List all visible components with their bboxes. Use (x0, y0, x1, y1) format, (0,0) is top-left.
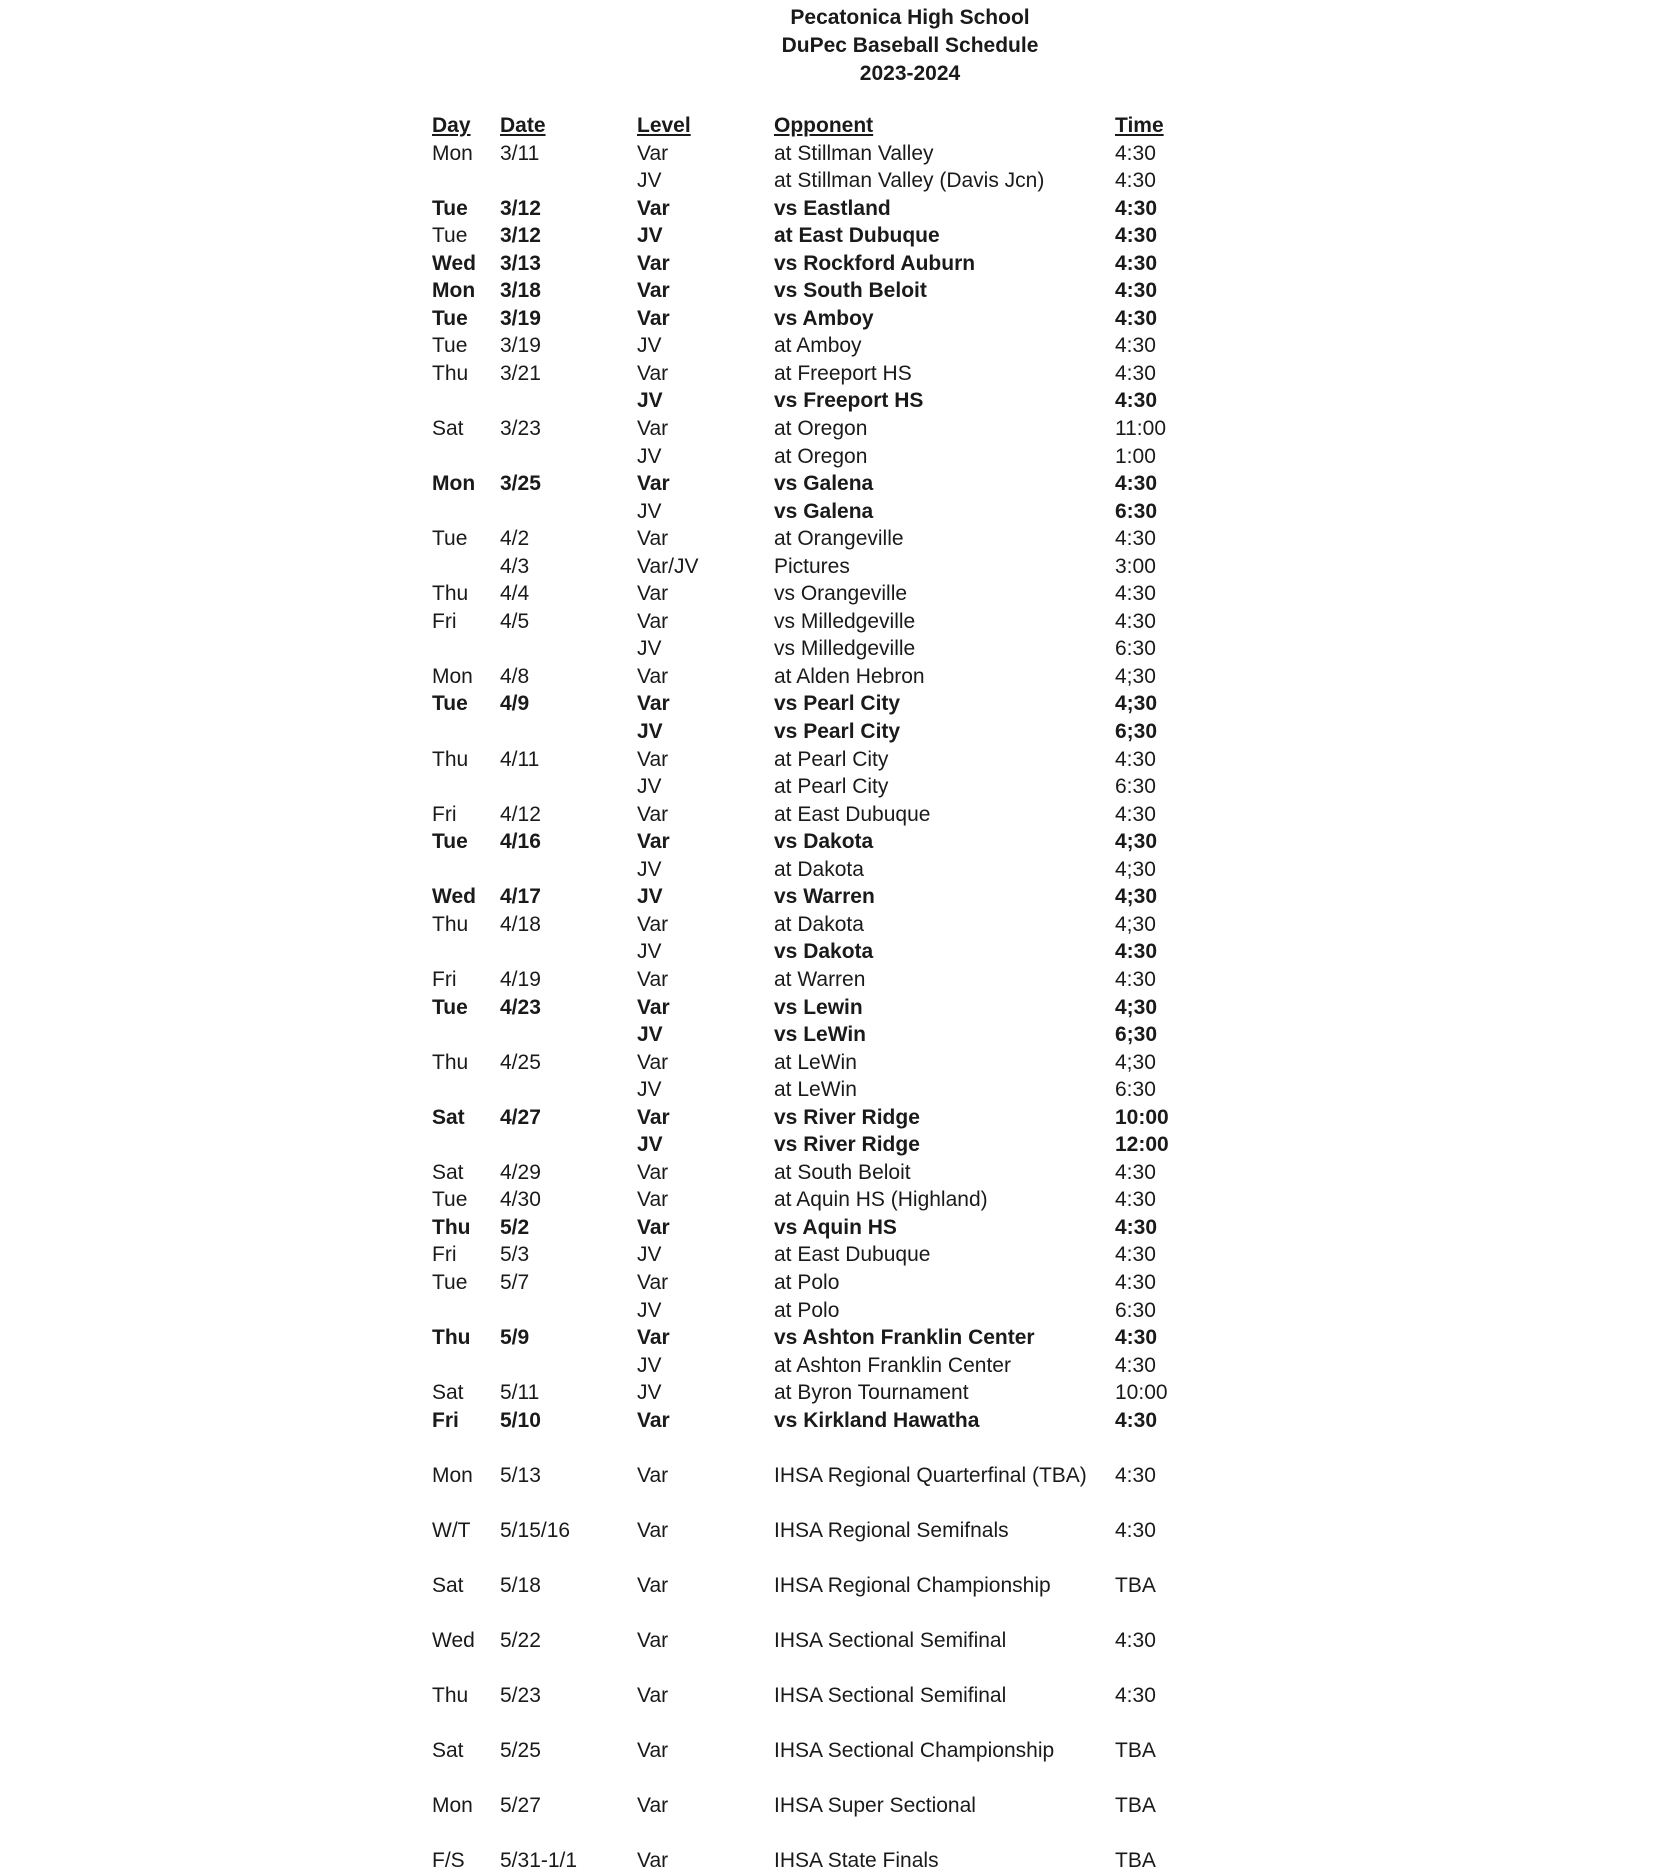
cell-level: Var (637, 1849, 669, 1873)
cell-time: 1:00 (1115, 444, 1156, 468)
cell-level: Var (637, 802, 669, 826)
cell-level: JV (637, 334, 662, 358)
cell-date: 3/19 (500, 306, 541, 330)
cell-opponent: vs Galena (774, 472, 874, 496)
cell-day: Sat (432, 1739, 464, 1763)
header-day: Day (432, 114, 471, 137)
cell-time: 6:30 (1115, 499, 1158, 523)
cell-time: TBA (1115, 1849, 1156, 1873)
cell-opponent: at Amboy (774, 334, 862, 358)
cell-time: 4:30 (1115, 1408, 1158, 1432)
cell-time: TBA (1115, 1794, 1156, 1818)
cell-opponent: at Ashton Franklin Center (774, 1353, 1011, 1377)
cell-date: 4/16 (500, 830, 541, 854)
cell-time: 4:30 (1115, 967, 1156, 991)
header-level: Level (637, 114, 691, 137)
cell-opponent: vs Galena (774, 499, 874, 523)
cell-level: Var (637, 609, 669, 633)
cell-day: Wed (432, 885, 476, 909)
cell-day: Thu (432, 747, 469, 771)
cell-time: 4:30 (1115, 361, 1156, 385)
cell-date: 4/18 (500, 912, 541, 936)
cell-date: 4/12 (500, 802, 541, 826)
cell-day: Mon (432, 664, 473, 688)
cell-date: 4/2 (500, 527, 530, 551)
cell-time: 4:30 (1115, 747, 1156, 771)
cell-level: Var (637, 967, 669, 991)
cell-level: Var (637, 912, 669, 936)
cell-time: 6:30 (1115, 637, 1156, 661)
cell-time: 10:00 (1115, 1381, 1168, 1405)
cell-day: Tue (432, 306, 468, 330)
cell-opponent: vs South Beloit (774, 279, 927, 303)
cell-opponent: vs Milledgeville (774, 637, 916, 661)
cell-day: Thu (432, 1215, 471, 1239)
cell-time: 4;30 (1115, 912, 1156, 936)
cell-date: 3/12 (500, 196, 541, 220)
header-time: Time (1115, 114, 1164, 137)
cell-time: 4:30 (1115, 1270, 1156, 1294)
cell-date: 4/27 (500, 1105, 541, 1129)
cell-day: W/T (432, 1518, 471, 1542)
schedule-name: DuPec Baseball Schedule (781, 34, 1039, 57)
cell-time: TBA (1115, 1573, 1156, 1597)
cell-level: Var (637, 747, 669, 771)
cell-time: 4:30 (1115, 196, 1158, 220)
cell-level: Var (637, 1215, 670, 1239)
cell-level: JV (637, 389, 663, 413)
cell-level: JV (637, 857, 662, 881)
cell-opponent: at Dakota (774, 912, 864, 936)
cell-time: 4:30 (1115, 1215, 1158, 1239)
cell-day: Tue (432, 1270, 468, 1294)
cell-time: TBA (1115, 1739, 1156, 1763)
school-name: Pecatonica High School (790, 6, 1030, 29)
cell-time: 4;30 (1115, 830, 1158, 854)
cell-level: Var (637, 417, 669, 441)
cell-level: JV (637, 1078, 662, 1102)
cell-date: 3/25 (500, 472, 541, 496)
cell-date: 3/18 (500, 279, 541, 303)
cell-opponent: at Stillman Valley (774, 141, 934, 165)
cell-date: 4/3 (500, 554, 530, 578)
cell-level: JV (637, 1353, 662, 1377)
cell-time: 4:30 (1115, 141, 1156, 165)
cell-level: Var (637, 995, 670, 1019)
header-date: Date (500, 114, 546, 137)
cell-date: 5/25 (500, 1739, 541, 1763)
cell-level: Var (637, 582, 669, 606)
cell-opponent: vs Warren (774, 885, 875, 909)
cell-time: 4;30 (1115, 995, 1158, 1019)
cell-date: 4/5 (500, 609, 530, 633)
cell-time: 4;30 (1115, 664, 1156, 688)
cell-opponent: vs Dakota (774, 940, 874, 964)
cell-level: JV (637, 1133, 663, 1157)
cell-day: Thu (432, 361, 469, 385)
cell-level: Var (637, 1684, 669, 1708)
cell-date: 5/22 (500, 1629, 541, 1653)
cell-opponent: at Pearl City (774, 747, 889, 771)
cell-day: Sat (432, 1105, 465, 1129)
cell-time: 4;30 (1115, 692, 1158, 716)
document-title (0, 4, 1666, 88)
cell-level: Var (637, 692, 670, 716)
cell-date: 4/4 (500, 582, 530, 606)
cell-level: Var (637, 527, 669, 551)
cell-date: 5/3 (500, 1243, 530, 1267)
cell-level: Var (637, 196, 670, 220)
cell-day: Mon (432, 472, 476, 496)
cell-day: Tue (432, 527, 468, 551)
cell-time: 4:30 (1115, 1243, 1156, 1267)
cell-date: 5/2 (500, 1215, 530, 1239)
cell-time: 4:30 (1115, 472, 1158, 496)
header-opponent: Opponent (774, 114, 874, 137)
cell-date: 4/9 (500, 692, 530, 716)
cell-time: 4:30 (1115, 224, 1158, 248)
cell-level: JV (637, 224, 663, 248)
cell-level: JV (637, 1023, 663, 1047)
cell-opponent: IHSA Sectional Semifinal (774, 1629, 1007, 1653)
cell-level: Var/JV (637, 554, 699, 578)
cell-time: 4:30 (1115, 1353, 1156, 1377)
cell-date: 4/17 (500, 885, 541, 909)
cell-level: JV (637, 444, 662, 468)
cell-time: 4:30 (1115, 279, 1158, 303)
cell-opponent: at Oregon (774, 444, 868, 468)
cell-time: 4;30 (1115, 1050, 1156, 1074)
cell-level: Var (637, 1573, 669, 1597)
cell-time: 4:30 (1115, 802, 1156, 826)
cell-opponent: vs Ashton Franklin Center (774, 1326, 1035, 1350)
cell-day: Fri (432, 802, 457, 826)
cell-day: Fri (432, 609, 457, 633)
cell-opponent: vs River Ridge (774, 1133, 920, 1157)
cell-opponent: IHSA Sectional Semifinal (774, 1684, 1007, 1708)
cell-day: Fri (432, 967, 457, 991)
cell-time: 4:30 (1115, 1160, 1156, 1184)
cell-time: 6:30 (1115, 1078, 1156, 1102)
cell-level: Var (637, 1518, 669, 1542)
cell-level: JV (637, 1381, 662, 1405)
cell-day: Mon (432, 1794, 473, 1818)
cell-day: Tue (432, 692, 468, 716)
cell-level: Var (637, 306, 670, 330)
cell-opponent: vs Orangeville (774, 582, 908, 606)
cell-time: 10:00 (1115, 1105, 1169, 1129)
cell-level: JV (637, 720, 663, 744)
cell-level: Var (637, 1463, 669, 1487)
cell-time: 4:30 (1115, 306, 1158, 330)
cell-date: 4/29 (500, 1160, 541, 1184)
cell-level: Var (637, 1160, 669, 1184)
cell-opponent: IHSA Regional Semifnals (774, 1518, 1009, 1542)
cell-day: Tue (432, 334, 468, 358)
cell-date: 5/27 (500, 1794, 541, 1818)
cell-day: Tue (432, 196, 468, 220)
cell-opponent: IHSA State Finals (774, 1849, 939, 1873)
cell-date: 5/15/16 (500, 1518, 571, 1542)
cell-opponent: IHSA Sectional Championship (774, 1739, 1055, 1763)
cell-level: JV (637, 885, 663, 909)
cell-date: 3/11 (500, 141, 540, 165)
cell-opponent: at Polo (774, 1298, 840, 1322)
cell-opponent: at Stillman Valley (Davis Jcn) (774, 169, 1045, 193)
cell-time: 4:30 (1115, 1463, 1156, 1487)
cell-date: 3/12 (500, 224, 541, 248)
cell-day: Fri (432, 1243, 457, 1267)
cell-opponent: at East Dubuque (774, 802, 931, 826)
cell-opponent: IHSA Super Sectional (774, 1794, 976, 1818)
cell-day: F/S (432, 1849, 465, 1873)
cell-opponent: vs Dakota (774, 830, 874, 854)
cell-level: Var (637, 1270, 669, 1294)
cell-level: JV (637, 169, 662, 193)
season: 2023-2024 (859, 62, 961, 85)
cell-time: 4:30 (1115, 527, 1156, 551)
cell-opponent: at East Dubuque (774, 224, 940, 248)
cell-time: 4:30 (1115, 169, 1156, 193)
cell-time: 11:00 (1115, 417, 1166, 441)
cell-level: Var (637, 830, 670, 854)
cell-date: 3/13 (500, 251, 541, 275)
cell-date: 4/19 (500, 967, 541, 991)
cell-day: Wed (432, 251, 476, 275)
cell-level: Var (637, 1739, 669, 1763)
cell-date: 5/11 (500, 1381, 540, 1405)
cell-time: 4:30 (1115, 389, 1158, 413)
cell-level: Var (637, 361, 669, 385)
cell-opponent: vs Kirkland Hawatha (774, 1408, 980, 1432)
cell-time: 4;30 (1115, 857, 1156, 881)
cell-date: 4/25 (500, 1050, 541, 1074)
cell-time: 6;30 (1115, 1023, 1158, 1047)
cell-date: 4/8 (500, 664, 530, 688)
cell-opponent: at East Dubuque (774, 1243, 931, 1267)
cell-opponent: vs River Ridge (774, 1105, 920, 1129)
cell-opponent: vs Freeport HS (774, 389, 924, 413)
cell-date: 4/11 (500, 747, 540, 771)
cell-opponent: at Dakota (774, 857, 864, 881)
cell-date: 4/30 (500, 1188, 541, 1212)
cell-level: Var (637, 472, 670, 496)
cell-opponent: IHSA Regional Championship (774, 1573, 1051, 1597)
cell-day: Tue (432, 995, 468, 1019)
cell-opponent: IHSA Regional Quarterfinal (TBA) (774, 1463, 1087, 1487)
cell-opponent: vs Rockford Auburn (774, 251, 976, 275)
cell-opponent: at Byron Tournament (774, 1381, 969, 1405)
cell-date: 3/19 (500, 334, 541, 358)
cell-date: 5/9 (500, 1326, 530, 1350)
cell-time: 4:30 (1115, 940, 1158, 964)
cell-time: 12:00 (1115, 1133, 1169, 1157)
cell-time: 3:00 (1115, 554, 1156, 578)
cell-opponent: vs Milledgeville (774, 609, 916, 633)
cell-opponent: at Warren (774, 967, 866, 991)
cell-level: Var (637, 1050, 669, 1074)
cell-opponent: at Pearl City (774, 775, 889, 799)
cell-opponent: vs Pearl City (774, 692, 901, 716)
cell-time: 4:30 (1115, 582, 1156, 606)
cell-opponent: at Orangeville (774, 527, 904, 551)
cell-day: Thu (432, 1050, 469, 1074)
cell-level: JV (637, 499, 662, 523)
cell-opponent: vs Amboy (774, 306, 874, 330)
cell-time: 4:30 (1115, 1518, 1156, 1542)
cell-level: JV (637, 637, 662, 661)
cell-day: Fri (432, 1408, 459, 1432)
cell-opponent: at Oregon (774, 417, 868, 441)
cell-day: Mon (432, 141, 473, 165)
cell-day: Sat (432, 1381, 464, 1405)
cell-date: 5/13 (500, 1463, 541, 1487)
cell-time: 4:30 (1115, 251, 1158, 275)
cell-opponent: Pictures (774, 554, 850, 578)
cell-level: Var (637, 279, 670, 303)
cell-day: Sat (432, 417, 464, 441)
cell-opponent: vs Lewin (774, 995, 863, 1019)
cell-level: Var (637, 664, 669, 688)
cell-time: 6;30 (1115, 720, 1158, 744)
cell-date: 3/21 (500, 361, 541, 385)
cell-level: Var (637, 1326, 670, 1350)
cell-day: Sat (432, 1160, 464, 1184)
cell-date: 3/23 (500, 417, 541, 441)
cell-date: 5/10 (500, 1408, 541, 1432)
cell-time: 4:30 (1115, 1684, 1156, 1708)
cell-level: Var (637, 251, 670, 275)
cell-level: Var (637, 1188, 669, 1212)
cell-day: Sat (432, 1573, 464, 1597)
cell-day: Thu (432, 1684, 469, 1708)
cell-level: Var (637, 1629, 669, 1653)
cell-date: 4/23 (500, 995, 541, 1019)
cell-opponent: vs LeWin (774, 1023, 866, 1047)
cell-level: Var (637, 1794, 669, 1818)
cell-time: 4:30 (1115, 1188, 1156, 1212)
cell-opponent: at LeWin (774, 1078, 857, 1102)
cell-level: Var (637, 1105, 670, 1129)
cell-day: Tue (432, 830, 468, 854)
cell-level: Var (637, 1408, 670, 1432)
cell-day: Mon (432, 279, 476, 303)
cell-time: 4:30 (1115, 1629, 1156, 1653)
cell-level: JV (637, 940, 662, 964)
cell-time: 4:30 (1115, 334, 1156, 358)
cell-date: 5/31-1/1 (500, 1849, 578, 1873)
cell-opponent: vs Aquin HS (774, 1215, 897, 1239)
cell-level: JV (637, 775, 662, 799)
cell-day: Mon (432, 1463, 473, 1487)
cell-day: Thu (432, 1326, 471, 1350)
cell-level: JV (637, 1298, 662, 1322)
cell-date: 5/23 (500, 1684, 541, 1708)
cell-day: Wed (432, 1629, 475, 1653)
cell-opponent: vs Pearl City (774, 720, 901, 744)
cell-level: Var (637, 141, 669, 165)
cell-opponent: at Aquin HS (Highland) (774, 1188, 988, 1212)
cell-time: 4:30 (1115, 609, 1156, 633)
cell-opponent: at Freeport HS (774, 361, 912, 385)
cell-opponent: at LeWin (774, 1050, 857, 1074)
cell-day: Tue (432, 1188, 468, 1212)
cell-date: 5/7 (500, 1270, 530, 1294)
cell-time: 4:30 (1115, 1326, 1158, 1350)
cell-opponent: vs Eastland (774, 196, 891, 220)
cell-day: Thu (432, 912, 469, 936)
cell-time: 6:30 (1115, 1298, 1156, 1322)
cell-time: 6:30 (1115, 775, 1156, 799)
cell-opponent: at Polo (774, 1270, 840, 1294)
cell-opponent: at South Beloit (774, 1160, 911, 1184)
cell-date: 5/18 (500, 1573, 541, 1597)
cell-day: Thu (432, 582, 469, 606)
cell-level: JV (637, 1243, 662, 1267)
cell-opponent: at Alden Hebron (774, 664, 925, 688)
cell-time: 4;30 (1115, 885, 1158, 909)
cell-day: Tue (432, 224, 468, 248)
